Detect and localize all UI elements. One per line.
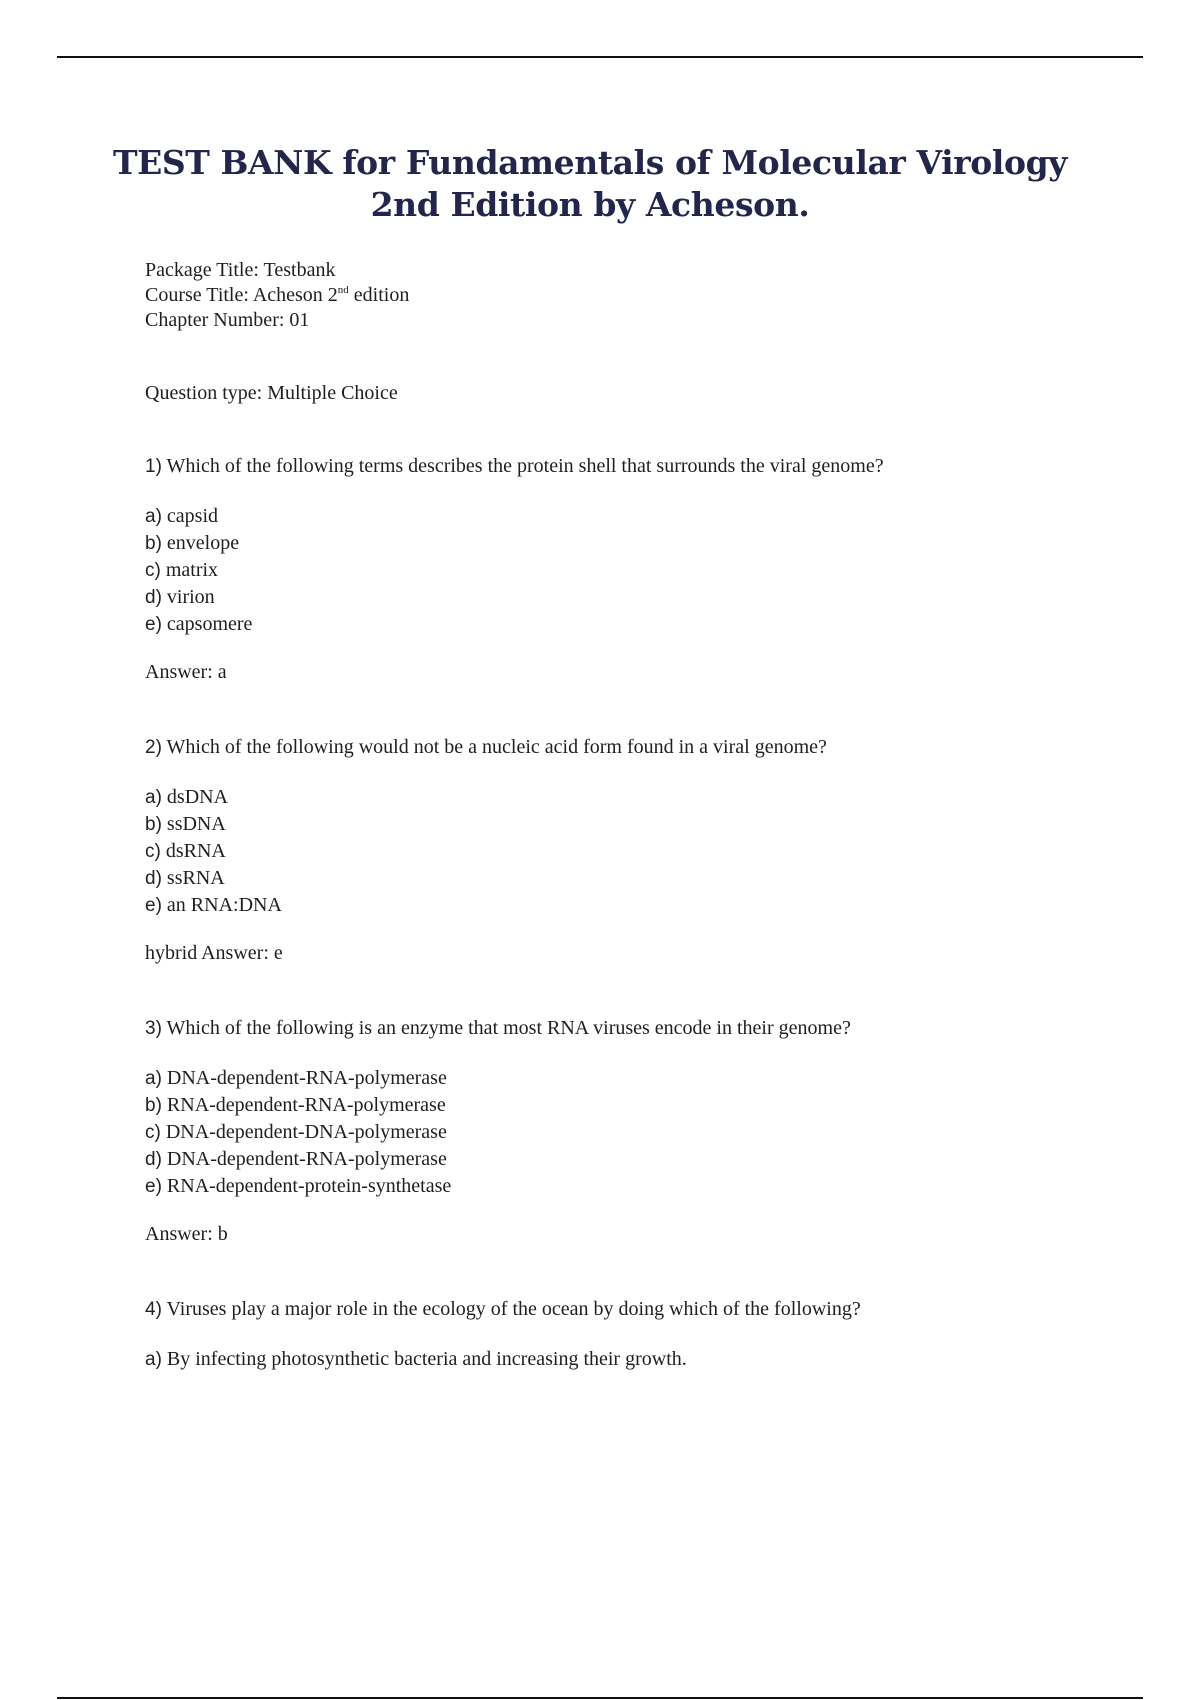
option-text: DNA-dependent-RNA-polymerase (166, 1148, 447, 1170)
question-1 (145, 454, 1145, 685)
question-stem: Which of the following terms describes the protein shell that surrounds the viral genome? (166, 455, 884, 477)
option-text: capsomere (166, 613, 253, 635)
option-text: RNA-dependent-RNA-polymerase (166, 1094, 446, 1116)
option-a (145, 1065, 1145, 1092)
option-a (145, 784, 1145, 811)
option-e (145, 892, 1145, 919)
option-text: ssRNA (166, 867, 225, 889)
answer-options (145, 784, 1145, 919)
option-label: b) (145, 814, 162, 835)
option-label: a) (145, 1068, 162, 1089)
document-meta (145, 258, 1145, 333)
answer-options (145, 503, 1145, 638)
option-b (145, 1092, 1145, 1119)
question-4 (145, 1297, 1145, 1373)
option-label: e) (145, 895, 162, 916)
option-label: a) (145, 1349, 162, 1370)
option-d (145, 584, 1145, 611)
course-title-prefix: Course Title: Acheson 2 (145, 284, 338, 306)
option-text: DNA-dependent-DNA-polymerase (165, 1121, 447, 1143)
option-text: envelope (166, 532, 240, 554)
course-title (145, 283, 1145, 308)
footer-rule (57, 1697, 1143, 1699)
option-c (145, 838, 1145, 865)
question-3 (145, 1016, 1145, 1247)
option-label: b) (145, 1095, 162, 1116)
answer-options (145, 1065, 1145, 1200)
option-d (145, 1146, 1145, 1173)
question-stem: Which of the following would not be a nucleic acid form found in a viral genome? (166, 736, 827, 758)
title-line-2: 2nd Edition by Acheson. (370, 185, 810, 224)
option-c (145, 1119, 1145, 1146)
option-c (145, 557, 1145, 584)
question-number: 2) (145, 737, 162, 758)
option-a (145, 503, 1145, 530)
option-text: virion (166, 586, 215, 608)
question-type: Question type: Multiple Choice (145, 382, 398, 404)
answer-key: Answer: a (145, 661, 227, 683)
question-stem: Which of the following is an enzyme that most RNA viruses encode in their genome? (166, 1017, 851, 1039)
course-title-suffix: edition (348, 284, 410, 306)
option-b (145, 530, 1145, 557)
option-e (145, 1173, 1145, 1200)
option-label: e) (145, 614, 162, 635)
option-label: d) (145, 587, 162, 608)
option-text: DNA-dependent-RNA-polymerase (166, 1067, 447, 1089)
option-label: c) (145, 1122, 161, 1143)
option-text: By infecting photosynthetic bacteria and increasing their growth. (166, 1348, 687, 1370)
document-title (110, 142, 1070, 226)
question-text (145, 454, 1145, 479)
answer-options (145, 1346, 1145, 1373)
option-text: an RNA:DNA (166, 894, 282, 916)
option-e (145, 611, 1145, 638)
chapter-number: Chapter Number: 01 (145, 309, 310, 331)
question-2 (145, 735, 1145, 966)
title-line-1: TEST BANK for Fundamentals of Molecular Virology (112, 143, 1068, 182)
option-a (145, 1346, 1145, 1373)
question-text (145, 1016, 1145, 1041)
option-text: RNA-dependent-protein-synthetase (166, 1175, 452, 1197)
option-d (145, 865, 1145, 892)
course-title-sup: nd (337, 284, 349, 296)
question-stem: Viruses play a major role in the ecology of the ocean by doing which of the following? (166, 1298, 861, 1320)
answer-key: hybrid Answer: e (145, 942, 283, 964)
question-number: 1) (145, 456, 162, 477)
question-text (145, 1297, 1145, 1322)
option-label: a) (145, 787, 162, 808)
question-number: 4) (145, 1299, 162, 1320)
option-label: b) (145, 533, 162, 554)
question-number: 3) (145, 1018, 162, 1039)
package-title: Package Title: Testbank (145, 259, 336, 281)
header-rule (57, 56, 1143, 58)
document-body (145, 258, 1145, 1373)
answer-key: Answer: b (145, 1223, 228, 1245)
question-text (145, 735, 1145, 760)
option-label: d) (145, 868, 162, 889)
option-text: matrix (165, 559, 219, 581)
option-text: capsid (166, 505, 218, 527)
option-label: e) (145, 1176, 162, 1197)
option-label: c) (145, 560, 161, 581)
option-label: d) (145, 1149, 162, 1170)
option-label: c) (145, 841, 161, 862)
option-text: ssDNA (166, 813, 226, 835)
option-text: dsRNA (165, 840, 226, 862)
option-b (145, 811, 1145, 838)
option-label: a) (145, 506, 162, 527)
option-text: dsDNA (166, 786, 229, 808)
